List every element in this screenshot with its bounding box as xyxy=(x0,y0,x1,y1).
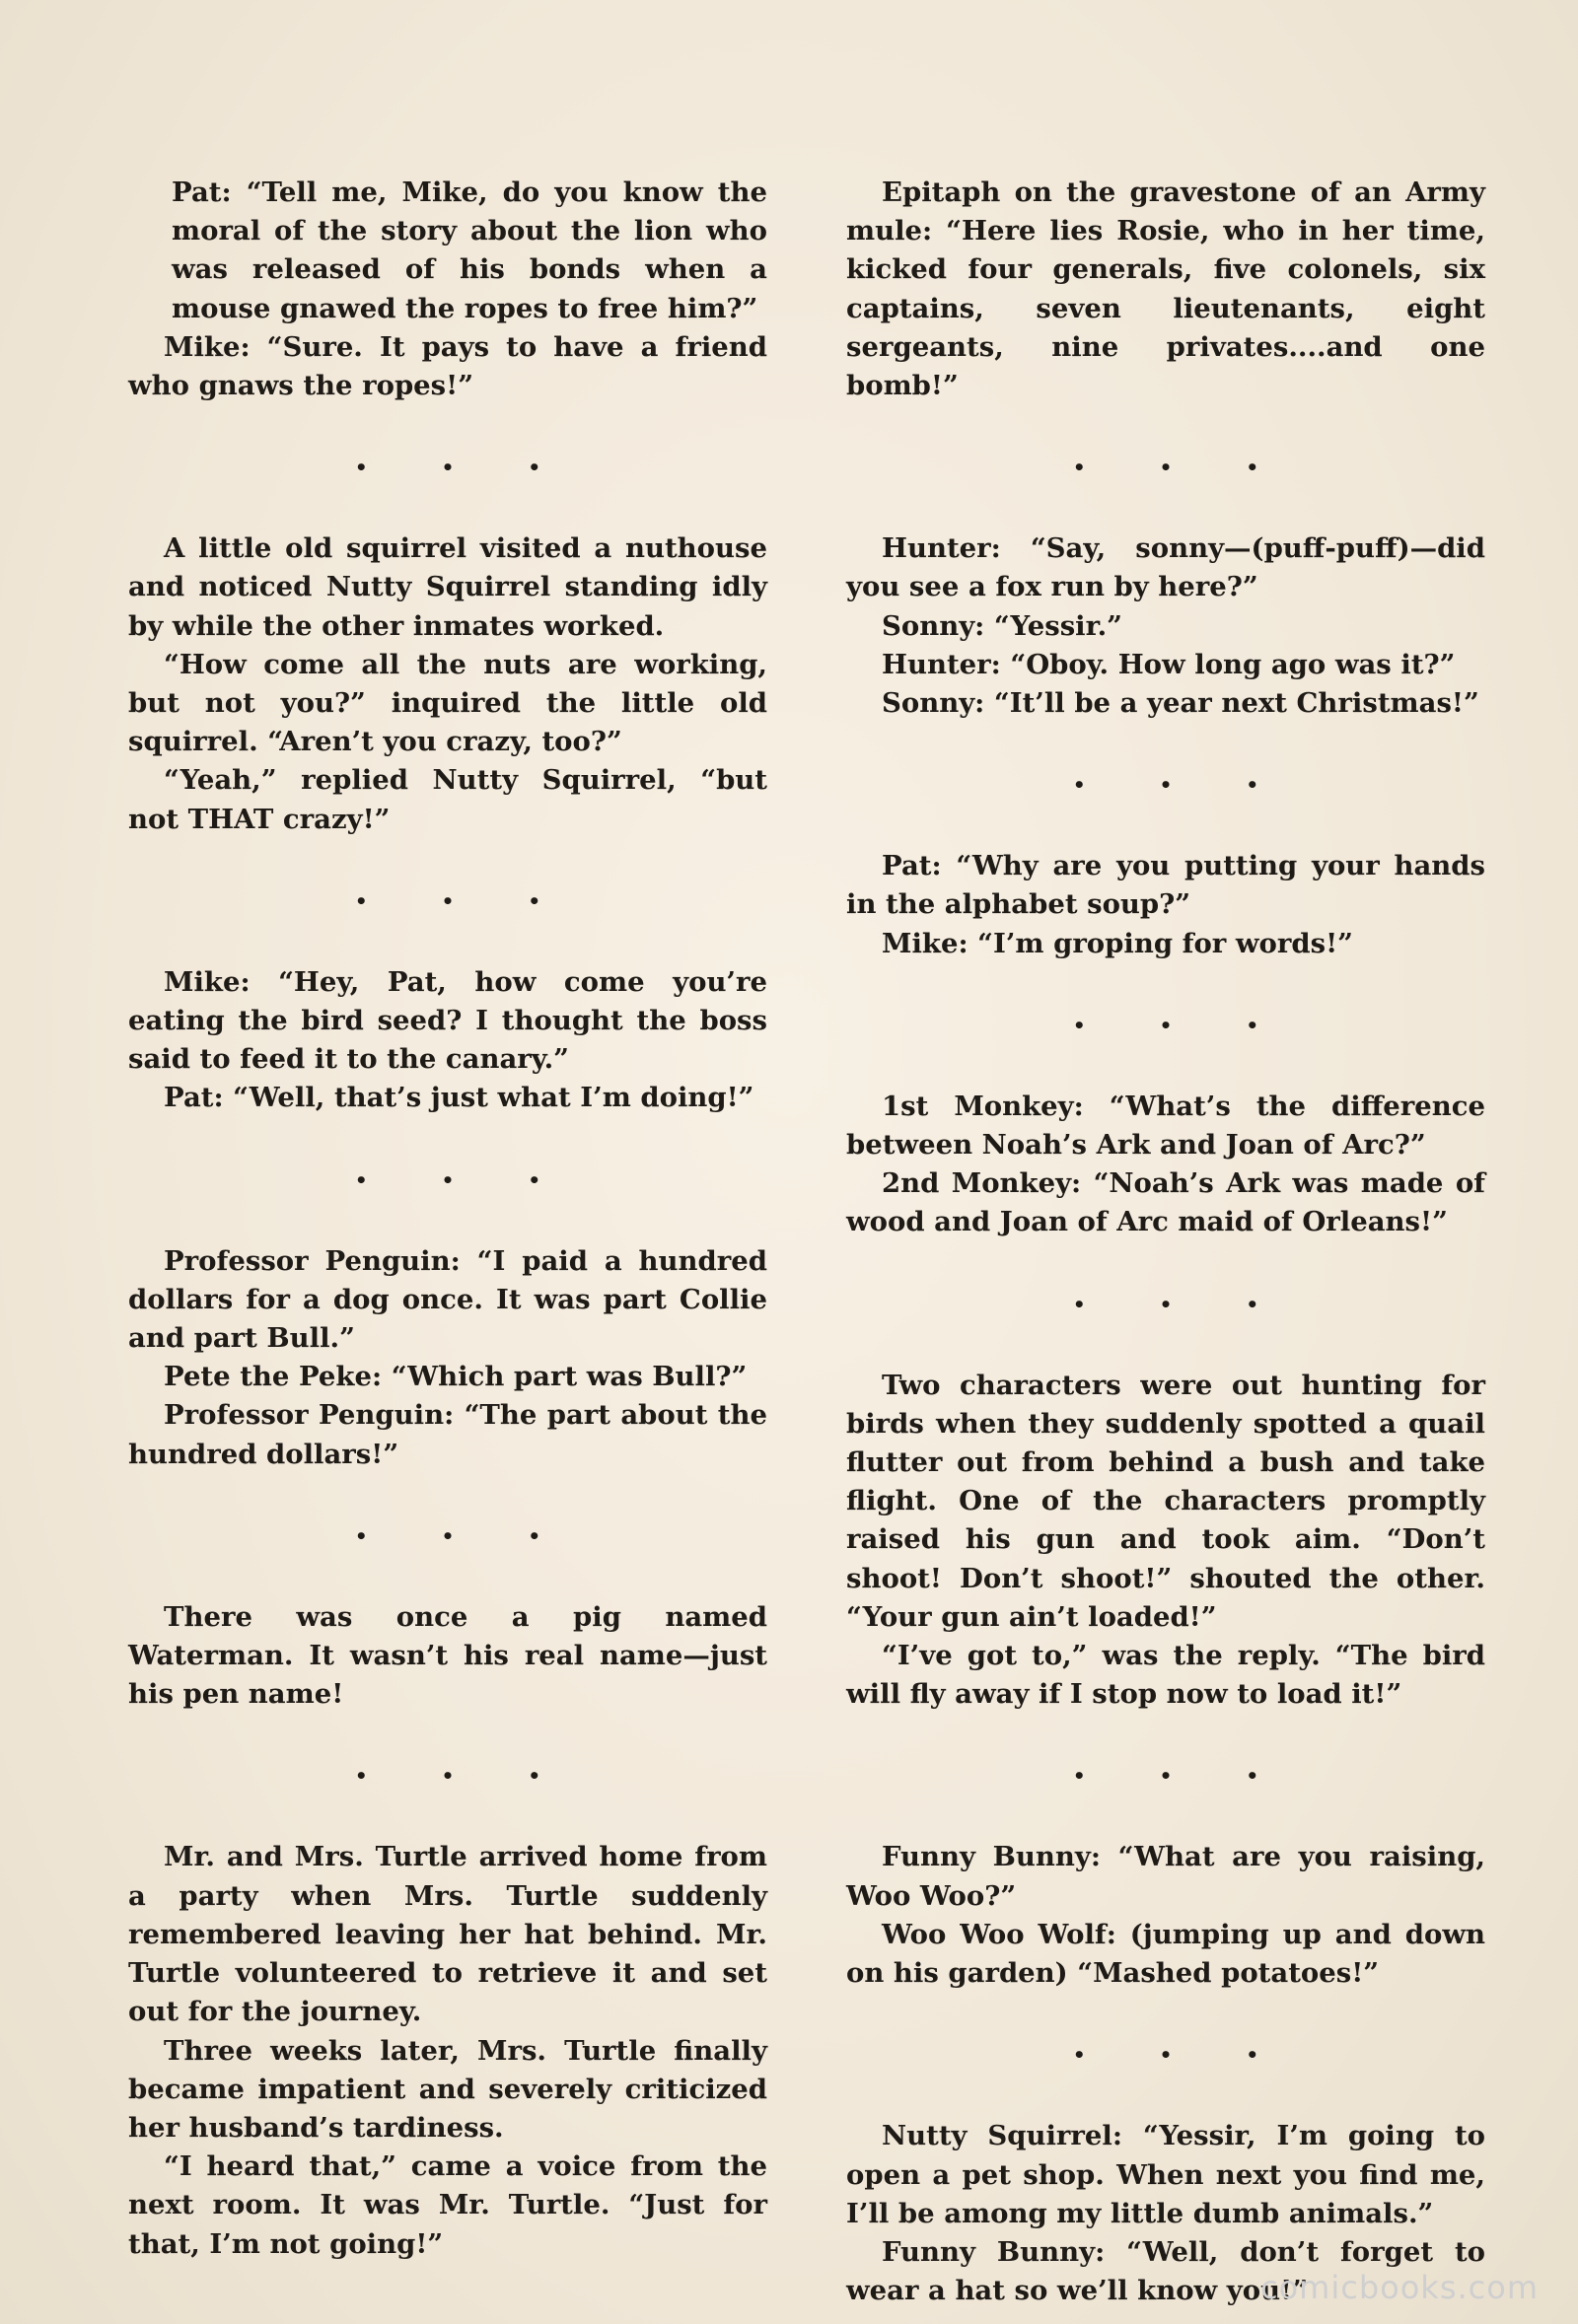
joke-paragraph: Mike: “I’m groping for words!” xyxy=(882,927,1353,959)
joke-paragraph: Mr. and Mrs. Turtle arrived home from a party when Mrs. Turtle suddenly remembered leaving her hat behind. Mr. Turtle volunteered to retrieve it and set out for the journey. xyxy=(128,1841,767,2028)
joke-paragraph: There was once a pig named Waterman. It wasn’t his real name—just his pen name! xyxy=(128,1600,767,1711)
joke-paragraph: Professor Penguin: “I paid a hundred dollars for a dog once. It was part Collie and part Bull.” xyxy=(128,1244,767,1355)
joke-paragraph: Epitaph on the gravestone of an Army mule: “Here lies Rosie, who in her time, kicked four generals, five colonels, six captains, seven lieutenants, eight sergeants, nine privates....and one bomb!” xyxy=(846,176,1485,402)
joke-item xyxy=(128,1838,767,2263)
joke-paragraph: 1st Monkey: “What’s the difference between Noah’s Ark and Joan of Arc?” xyxy=(846,1090,1485,1162)
joke-paragraph: Sonny: “Yessir.” xyxy=(882,609,1122,642)
joke-separator: • • • xyxy=(1072,2043,1293,2068)
joke-item xyxy=(846,529,1485,723)
joke-paragraph: Pete the Peke: “Which part was Bull?” xyxy=(164,1361,748,1393)
watermark-credit: comicbooks.com xyxy=(1259,2269,1539,2306)
joke-item xyxy=(128,529,767,839)
joke-item xyxy=(846,1088,1485,1242)
right-column xyxy=(846,174,1485,2310)
joke-item xyxy=(128,174,767,405)
joke-separator: • • • xyxy=(354,1523,575,1548)
joke-paragraph: A little old squirrel visited a nuthouse and noticed Nutty Squirrel standing idly by while the other inmates worked. xyxy=(128,532,767,642)
joke-paragraph: “How come all the nuts are working, but not you?” inquired the little old squirrel. “Aren’t you crazy, too?” xyxy=(128,648,767,758)
joke-paragraph: Funny Bunny: “Well, don’t forget to wear a hat so we’ll know you!” xyxy=(846,2235,1485,2307)
joke-separator: • • • xyxy=(354,456,575,480)
joke-paragraph: Funny Bunny: “What are you raising, Woo Woo?” xyxy=(846,1841,1485,1912)
joke-paragraph: Nutty Squirrel: “Yessir, I’m going to open a pet shop. When next you find me, I’ll be among my little dumb animals.” xyxy=(846,2120,1485,2229)
joke-paragraph: Mike: “Sure. It pays to have a friend who gnaws the ropes!” xyxy=(128,330,767,402)
joke-paragraph: Professor Penguin: “The part about the hundred dollars!” xyxy=(128,1399,767,1470)
joke-paragraph: Pat: “Tell me, Mike, do you know the moral of the story about the lion who was released of his bonds when a mouse gnawed the ropes to free him?” xyxy=(172,176,767,324)
joke-paragraph: 2nd Monkey: “Noah’s Ark was made of wood and Joan of Arc maid of Orleans!” xyxy=(846,1167,1485,1238)
joke-paragraph: Hunter: “Oboy. How long ago was it?” xyxy=(882,648,1456,680)
joke-item xyxy=(846,847,1485,963)
joke-separator: • • • xyxy=(354,1167,575,1192)
joke-paragraph: Hunter: “Say, sonny—(puff-puff)—did you see a fox run by here?” xyxy=(846,532,1485,603)
joke-separator: • • • xyxy=(1072,1292,1293,1316)
joke-separator: • • • xyxy=(1072,456,1293,480)
joke-item xyxy=(846,174,1485,405)
joke-paragraph: Woo Woo Wolf: (jumping up and down on his garden) “Mashed potatoes!” xyxy=(846,1918,1485,1990)
joke-separator: • • • xyxy=(1072,1764,1293,1789)
joke-separator: • • • xyxy=(354,888,575,913)
joke-item xyxy=(846,1367,1485,1715)
joke-item xyxy=(128,1242,767,1474)
joke-paragraph: Three weeks later, Mrs. Turtle finally became impatient and severely criticized her husband’s tardiness. xyxy=(128,2034,767,2144)
joke-item xyxy=(846,1838,1485,1993)
joke-separator: • • • xyxy=(1072,1013,1293,1037)
joke-paragraph: Two characters were out hunting for birds when they suddenly spotted a quail flutter out from behind a bush and take flight. One of the characters promptly raised his gun and took aim. “Don’t shoot! Don’t shoot!” shouted the other. “Your gun ain’t loaded!” xyxy=(846,1369,1485,1633)
joke-paragraph: Pat: “Well, that’s just what I’m doing!” xyxy=(164,1082,754,1114)
joke-paragraph: Mike: “Hey, Pat, how come you’re eating the bird seed? I thought the boss said to feed it to the canary.” xyxy=(128,965,767,1076)
joke-paragraph: “I heard that,” came a voice from the next room. It was Mr. Turtle. “Just for that, I’m not going!” xyxy=(128,2150,767,2260)
left-column xyxy=(128,174,767,2264)
joke-paragraph: “Yeah,” replied Nutty Squirrel, “but not THAT crazy!” xyxy=(128,764,767,835)
joke-separator: • • • xyxy=(354,1764,575,1789)
joke-item xyxy=(128,963,767,1118)
joke-separator: • • • xyxy=(1072,773,1293,798)
joke-paragraph: Pat: “Why are you putting your hands in the alphabet soup?” xyxy=(846,850,1485,921)
joke-paragraph: “I’ve got to,” was the reply. “The bird will fly away if I stop now to load it!” xyxy=(846,1640,1485,1711)
joke-item xyxy=(128,1598,767,1715)
joke-paragraph: Sonny: “It’ll be a year next Christmas!” xyxy=(882,687,1479,720)
